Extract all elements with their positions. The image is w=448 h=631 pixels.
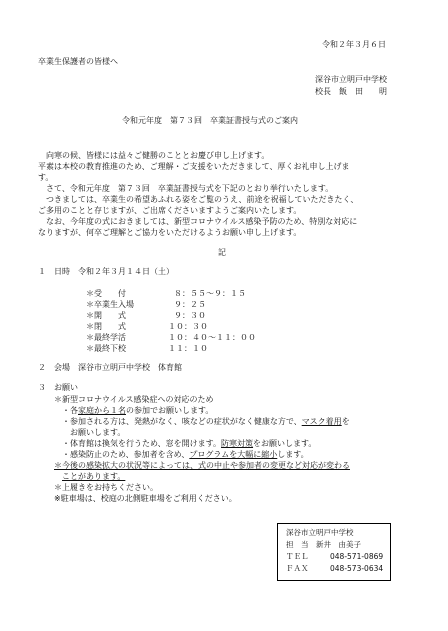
request-item: ・体育館は換気を行うため、窓を開けます。防寒対策をお願いします。 xyxy=(62,439,317,448)
contact-box xyxy=(277,523,391,581)
contact-staff: 担 当 新井 由美子 xyxy=(286,540,361,549)
schedule-label: ＊最終学活 xyxy=(86,333,126,342)
underlined-text: マスク着用 xyxy=(301,417,342,426)
contact-tel: 048-571-0869 xyxy=(330,552,384,561)
section3-heading: ３ お願い xyxy=(38,383,78,392)
contact-fax: 048-573-0634 xyxy=(330,564,384,573)
sender-principal: 校長 飯 田 明 xyxy=(315,87,387,96)
body-line: ご多用のことと存じますが、ご出席くださいますようご案内いたします。 xyxy=(38,206,302,215)
contact-school: 深谷市立明戸中学校 xyxy=(286,528,354,537)
request-item: ・感染防止のため、参加者を含め、プログラムを大幅に縮小します。 xyxy=(62,450,309,459)
body-line: なお、今年度の式におきましては、新型コロナウイルス感染予防のため、特別な対応に xyxy=(46,217,358,226)
underlined-text: 家庭から１名 xyxy=(78,406,126,415)
ki-heading: 記 xyxy=(218,248,226,257)
schedule-time: １０：４０～１１：００ xyxy=(168,333,256,342)
body-line: す。 xyxy=(38,173,54,182)
body-line: つきましては、卒業生の希望あふれる姿をご覧のうえ、前途を祝福していただきたく、 xyxy=(46,195,359,204)
corona-title: ＊新型コロナウイルス感染症への対応のため xyxy=(54,395,214,404)
schedule-time: ８：５５～９：１５ xyxy=(174,289,246,298)
body-line: なりますが、何卒ご理解とご協力をいただけるようお願い申し上げます。 xyxy=(38,228,302,237)
sender-school: 深谷市立明戸中学校 xyxy=(315,75,387,84)
schedule-label: ＊卒業生入場 xyxy=(86,300,134,309)
contact-fax-label: ＦＡＸ xyxy=(286,564,309,573)
request-item: ・参加される方は、発熱がなく、咳などの症状がなく健康な方で、マスク着用を xyxy=(62,417,350,426)
page-title: 令和元年度 第７３回 卒業証書授与式のご案内 xyxy=(122,116,298,125)
schedule-time: ９：３０ xyxy=(174,311,206,320)
date: 令和２年３月６日 xyxy=(322,40,386,49)
underlined-text: 防寒対策 xyxy=(221,439,254,448)
change-note: ＊今後の感染拡大の状況等によっては、式の中止や参加者の変更など対応が変わる xyxy=(54,461,350,470)
addressee: 卒業生保護者の皆様へ xyxy=(38,57,118,66)
schedule-label: ＊開 式 xyxy=(86,311,126,320)
slippers-note: ＊上履きをお持ちください。 xyxy=(54,483,158,492)
schedule-label: ＊閉 式 xyxy=(86,322,126,331)
schedule-time: ９：２５ xyxy=(174,300,206,309)
body-line: さて、令和元年度 第７３回 卒業証書授与式を下記のとおり挙行いたします。 xyxy=(46,184,334,193)
underlined-text: プログラムを大幅に縮小 xyxy=(189,450,278,459)
change-note-cont: ことがあります。 xyxy=(62,472,126,481)
section2-heading: ２ 会場 深谷市立明戸中学校 体育館 xyxy=(38,363,182,372)
schedule-time: １１：１０ xyxy=(168,344,208,353)
section1-heading: １ 日時 令和２年３月１４日（土） xyxy=(38,267,174,276)
request-item-cont: お願いします。 xyxy=(70,428,126,437)
body-line: 平素は本校の教育推進のため、ご理解・ご支援をいただきまして、厚くお礼申し上げま xyxy=(38,162,350,171)
schedule-time: １０：３０ xyxy=(168,322,208,331)
schedule-label: ＊受 付 xyxy=(86,289,126,298)
request-item: ・各家庭から１名の参加でお願いします。 xyxy=(62,406,214,415)
parking-note: ※駐車場は、校庭の北側駐車場をご利用ください。 xyxy=(54,494,237,503)
contact-tel-label: ＴＥＬ xyxy=(286,552,309,561)
body-line: 向寒の候、皆様には益々ご健勝のこととお慶び申し上げます。 xyxy=(46,151,270,160)
schedule-label: ＊最終下校 xyxy=(86,344,126,353)
